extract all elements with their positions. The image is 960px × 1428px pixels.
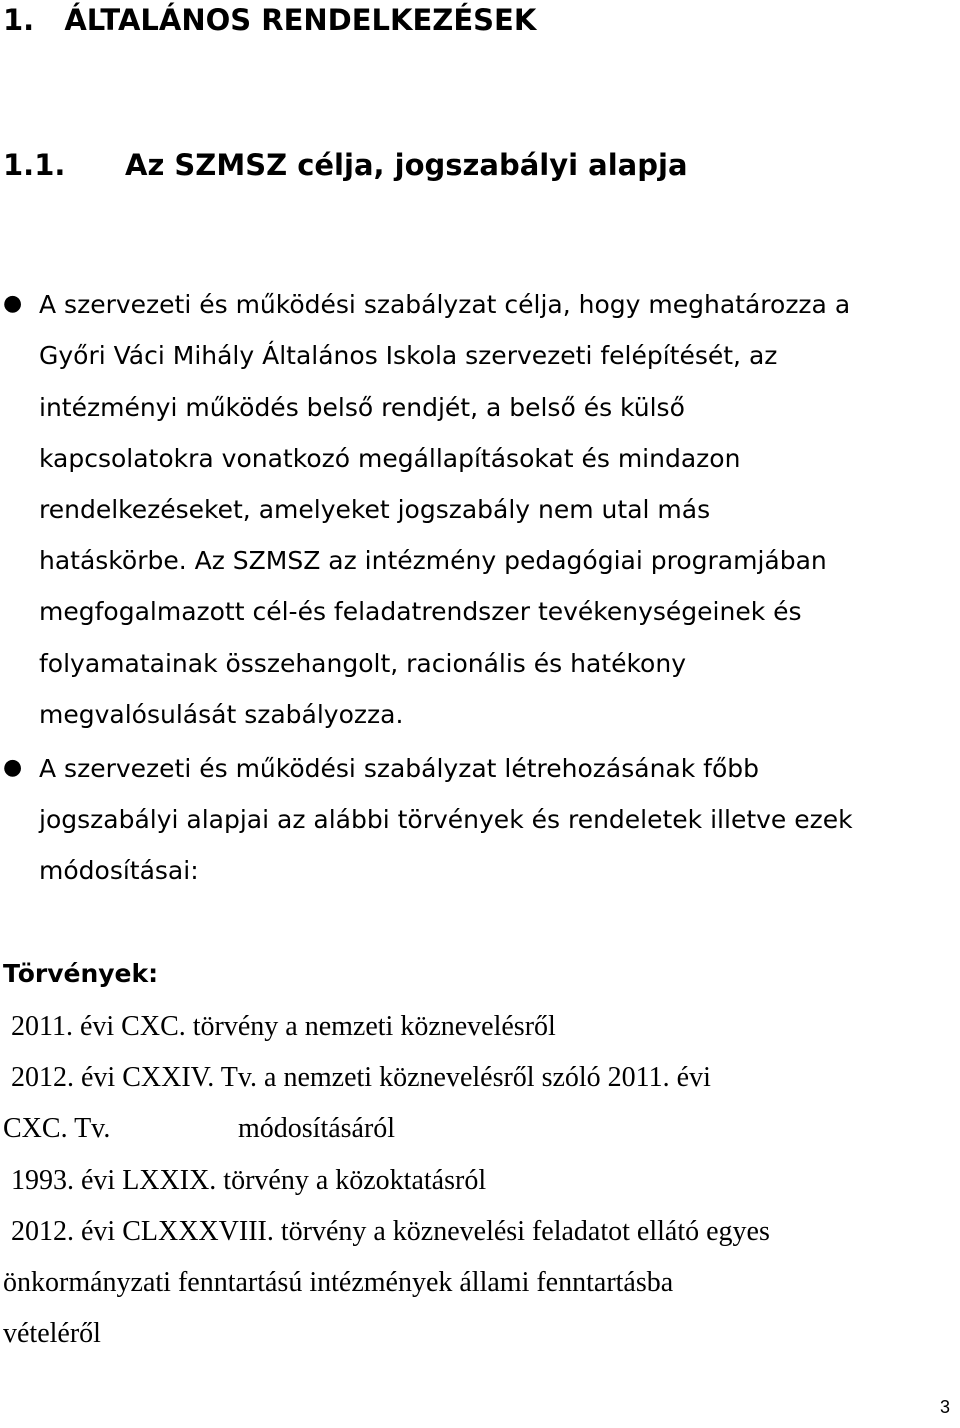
heading-1-title: ÁLTALÁNOS RENDELKEZÉSEK	[64, 3, 537, 37]
law-2-line-2a: CXC. Tv.	[3, 1113, 111, 1144]
bullet-2-line-2: jogszabályi alapjai az alábbi törvények és rendeletek illetve ezek	[39, 805, 853, 834]
bullet-icon: ●	[3, 755, 23, 780]
bullet-1-line-1: A szervezeti és működési szabályzat célja, hogy meghatározza a	[39, 290, 851, 319]
bullet-1-line-2: Győri Váci Mihály Általános Iskola szervezeti felépítését, az	[39, 341, 778, 370]
law-4-line-1: 2012. évi CLXXXVIII. törvény a köznevelési feladatot ellátó egyes	[11, 1216, 770, 1247]
bullet-1-line-7: megfogalmazott cél-és feladatrendszer tevékenységeinek és	[39, 597, 802, 626]
bullet-2-line-1: A szervezeti és működési szabályzat létrehozásának főbb	[39, 754, 760, 783]
law-1: 2011. évi CXC. törvény a nemzeti köznevelésről	[11, 1011, 556, 1042]
law-2-line-2b: módosításáról	[238, 1113, 396, 1144]
bullet-1-line-3: intézményi működés belső rendjét, a belső és külső	[39, 393, 685, 422]
page-number: 3	[939, 1397, 950, 1417]
law-4-line-3: vételéről	[3, 1318, 101, 1349]
laws-heading: Törvények:	[3, 959, 159, 988]
law-2-line-1: 2012. évi CXXIV. Tv. a nemzeti köznevelésről szóló 2011. évi	[11, 1062, 711, 1093]
bullet-1-line-8: folyamatainak összehangolt, racionális és hatékony	[39, 649, 686, 678]
bullet-1-line-4: kapcsolatokra vonatkozó megállapításokat és mindazon	[39, 444, 741, 473]
bullet-2-line-3: módosításai:	[39, 856, 199, 885]
heading-2-title: Az SZMSZ célja, jogszabályi alapja	[125, 148, 688, 182]
bullet-icon: ●	[3, 291, 23, 316]
bullet-1-line-5: rendelkezéseket, amelyeket jogszabály nem utal más	[39, 495, 711, 524]
heading-1-number: 1.	[3, 3, 35, 37]
heading-1	[3, 3, 536, 37]
bullet-1-line-9: megvalósulását szabályozza.	[39, 700, 404, 729]
heading-2	[3, 148, 688, 182]
law-4-line-2: önkormányzati fenntartású intézmények állami fenntartásba	[3, 1267, 674, 1298]
bullet-1-line-6: hatáskörbe. Az SZMSZ az intézmény pedagógiai programjában	[39, 546, 827, 575]
law-3: 1993. évi LXXIX. törvény a közoktatásról	[11, 1165, 487, 1196]
heading-2-number: 1.1.	[3, 148, 66, 182]
